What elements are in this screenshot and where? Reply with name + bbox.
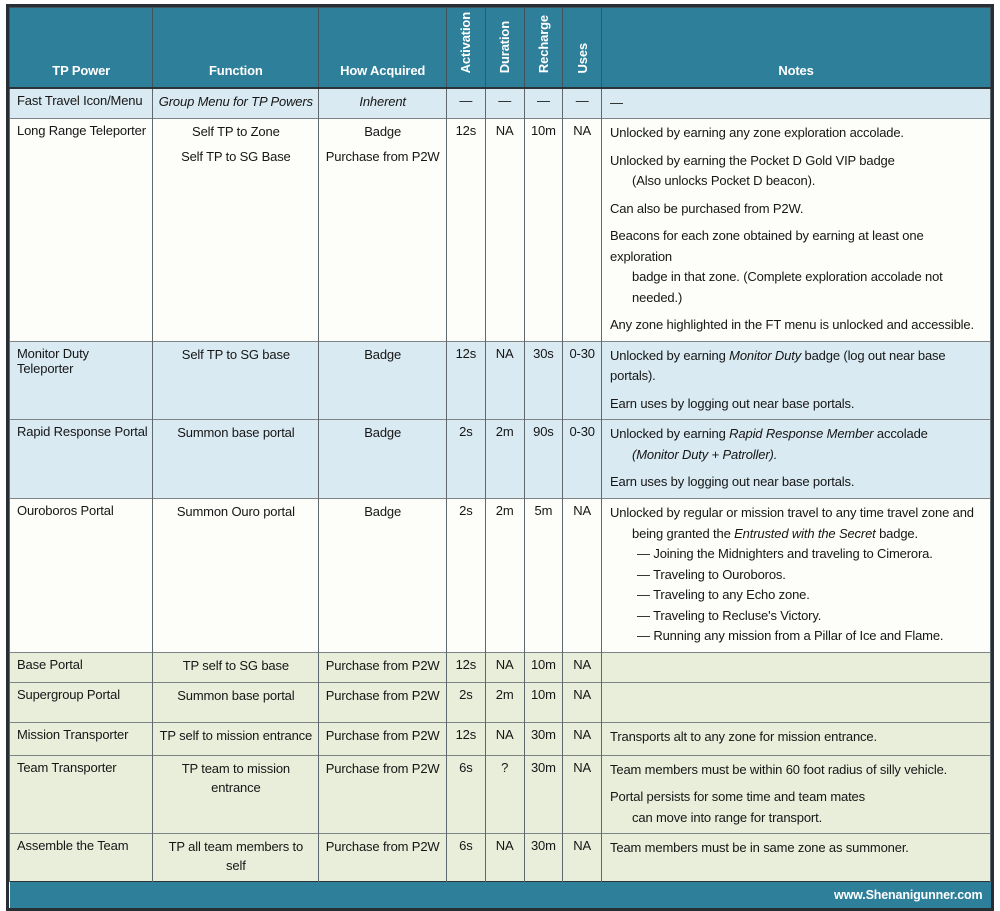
power-cell: Ouroboros Portal <box>10 499 153 653</box>
note-line: Transports alt to any zone for mission entrance. <box>610 728 877 744</box>
note-line: badge in that zone. (Complete exploration accolade not needed.) <box>632 269 943 305</box>
table-row <box>10 682 991 722</box>
col-header-function: Function <box>153 8 319 88</box>
note-line: — Traveling to Ouroboros. <box>637 566 786 582</box>
activation-cell: 12s <box>446 341 485 420</box>
table-row <box>10 834 991 882</box>
power-cell: Team Transporter <box>10 755 153 834</box>
power-cell: Long Range Teleporter <box>10 119 153 342</box>
acquired-cell: Badge <box>319 499 447 653</box>
uses-cell: 0-30 <box>563 420 602 499</box>
power-cell: Supergroup Portal <box>10 682 153 722</box>
activation-cell: 6s <box>446 755 485 834</box>
uses-vertical-label: Uses <box>574 43 590 74</box>
acquired-cell: Purchase from P2W <box>319 682 447 722</box>
function-cell: TP team to mission entrance <box>153 755 319 834</box>
table-row <box>10 341 991 420</box>
table-row <box>10 652 991 682</box>
notes-cell <box>602 88 991 119</box>
note-line: Can also be purchased from P2W. <box>610 200 804 216</box>
table-row <box>10 722 991 755</box>
function-cell: Summon base portal <box>153 420 319 499</box>
acquired-cell: Badge <box>319 420 447 499</box>
note-line: Portal persists for some time and team mates <box>610 789 865 805</box>
duration-cell: ? <box>485 755 524 834</box>
recharge-cell: 10m <box>524 119 563 342</box>
power-cell: Rapid Response Portal <box>10 420 153 499</box>
duration-cell: NA <box>485 722 524 755</box>
power-cell: Mission Transporter <box>10 722 153 755</box>
note-line: Earn uses by logging out near base portals. <box>610 474 855 490</box>
table-row <box>10 420 991 499</box>
activation-cell: 2s <box>446 420 485 499</box>
uses-cell: NA <box>563 722 602 755</box>
recharge-cell: 5m <box>524 499 563 653</box>
note-line: — Running any mission from a Pillar of Ice and Flame. <box>637 628 944 644</box>
notes-cell <box>602 341 991 420</box>
note-line: Unlocked by earning Monitor Duty badge (log out near base portals). <box>610 347 946 384</box>
header-row <box>10 8 991 88</box>
note-line: Team members must be within 60 foot radius of silly vehicle. <box>610 761 948 777</box>
uses-cell: NA <box>563 652 602 682</box>
function-cell: TP self to SG base <box>153 652 319 682</box>
notes-cell <box>602 652 991 682</box>
power-cell: Fast Travel Icon/Menu <box>10 88 153 119</box>
duration-cell: NA <box>485 119 524 342</box>
table-header <box>10 8 991 88</box>
activation-cell: 12s <box>446 119 485 342</box>
table-footer <box>10 882 991 908</box>
acquired-cell: Purchase from P2W <box>319 722 447 755</box>
note-line: (Monitor Duty + Patroller). <box>632 446 778 462</box>
power-cell: Assemble the Team <box>10 834 153 882</box>
note-line: can move into range for transport. <box>632 809 823 825</box>
notes-cell <box>602 420 991 499</box>
function-cell: TP self to mission entrance <box>153 722 319 755</box>
uses-cell: NA <box>563 682 602 722</box>
uses-cell: NA <box>563 499 602 653</box>
table-row <box>10 119 991 342</box>
note-line: — Joining the Midnighters and traveling to Cimerora. <box>637 546 933 562</box>
recharge-cell: — <box>524 88 563 119</box>
table-body <box>10 88 991 882</box>
note-line: Any zone highlighted in the FT menu is unlocked and accessible. <box>610 317 974 333</box>
duration-cell: 2m <box>485 420 524 499</box>
col-header-notes: Notes <box>602 8 991 88</box>
note-line: Beacons for each zone obtained by earning at least one exploration <box>610 228 924 264</box>
uses-cell: NA <box>563 834 602 882</box>
recharge-cell: 30s <box>524 341 563 420</box>
function-cell: TP all team members to self <box>153 834 319 882</box>
recharge-cell: 10m <box>524 652 563 682</box>
recharge-cell: 30m <box>524 755 563 834</box>
note-line: Team members must be in same zone as summoner. <box>610 840 909 856</box>
note-line: — Traveling to Recluse's Victory. <box>637 607 822 623</box>
note-line: Earn uses by logging out near base portals. <box>610 395 855 411</box>
duration-cell: NA <box>485 834 524 882</box>
table-row <box>10 88 991 119</box>
note-line: Unlocked by earning the Pocket D Gold VIP badge <box>610 152 895 168</box>
note-line: being granted the Entrusted with the Secret badge. <box>632 525 918 541</box>
duration-cell: NA <box>485 652 524 682</box>
activation-cell: 12s <box>446 722 485 755</box>
col-header-duration <box>485 8 524 88</box>
tp-powers-table <box>9 7 991 908</box>
power-cell: Base Portal <box>10 652 153 682</box>
tp-powers-sheet <box>6 4 994 911</box>
note-line: Unlocked by regular or mission travel to any time travel zone and <box>610 505 974 520</box>
function-cell: Summon Ouro portal <box>153 499 319 653</box>
notes-cell <box>602 834 991 882</box>
note-line: Unlocked by earning any zone exploration accolade. <box>610 125 904 141</box>
duration-cell: — <box>485 88 524 119</box>
uses-cell: NA <box>563 119 602 342</box>
notes-cell <box>602 682 991 722</box>
duration-vertical-label: Duration <box>497 21 513 74</box>
note-line: — Traveling to any Echo zone. <box>637 587 810 603</box>
acquired-cell: Badge Purchase from P2W <box>319 119 447 342</box>
table-row <box>10 755 991 834</box>
recharge-cell: 30m <box>524 722 563 755</box>
acquired-cell: Purchase from P2W <box>319 834 447 882</box>
acquired-cell: Purchase from P2W <box>319 755 447 834</box>
recharge-cell: 90s <box>524 420 563 499</box>
footer-row <box>10 882 991 908</box>
activation-cell: 12s <box>446 652 485 682</box>
notes-cell <box>602 119 991 342</box>
acquired-cell: Inherent <box>319 88 447 119</box>
table-row <box>10 499 991 653</box>
activation-cell: — <box>446 88 485 119</box>
duration-cell: NA <box>485 341 524 420</box>
activation-cell: 6s <box>446 834 485 882</box>
col-header-recharge <box>524 8 563 88</box>
note-line: Unlocked by earning Rapid Response Member accolade <box>610 426 928 442</box>
uses-cell: NA <box>563 755 602 834</box>
uses-cell: — <box>563 88 602 119</box>
footer-bar <box>10 882 991 908</box>
recharge-cell: 10m <box>524 682 563 722</box>
notes-cell <box>602 755 991 834</box>
website-link[interactable]: www.Shenanigunner.com <box>834 888 983 903</box>
uses-cell: 0-30 <box>563 341 602 420</box>
notes-cell <box>602 499 991 653</box>
activation-cell: 2s <box>446 682 485 722</box>
activation-vertical-label: Activation <box>458 12 474 74</box>
function-cell: Summon base portal <box>153 682 319 722</box>
recharge-vertical-label: Recharge <box>535 15 551 74</box>
duration-cell: 2m <box>485 682 524 722</box>
function-cell: Self TP to Zone Self TP to SG Base <box>153 119 319 342</box>
col-header-tp-power: TP Power <box>10 8 153 88</box>
note-line: (Also unlocks Pocket D beacon). <box>632 173 816 189</box>
col-header-how-acquired: How Acquired <box>319 8 447 88</box>
power-cell: Monitor Duty Teleporter <box>10 341 153 420</box>
function-cell: Group Menu for TP Powers <box>153 88 319 119</box>
function-cell: Self TP to SG base <box>153 341 319 420</box>
note-line: — <box>610 94 623 110</box>
acquired-cell: Purchase from P2W <box>319 652 447 682</box>
recharge-cell: 30m <box>524 834 563 882</box>
activation-cell: 2s <box>446 499 485 653</box>
col-header-uses <box>563 8 602 88</box>
notes-cell <box>602 722 991 755</box>
duration-cell: 2m <box>485 499 524 653</box>
col-header-activation <box>446 8 485 88</box>
acquired-cell: Badge <box>319 341 447 420</box>
